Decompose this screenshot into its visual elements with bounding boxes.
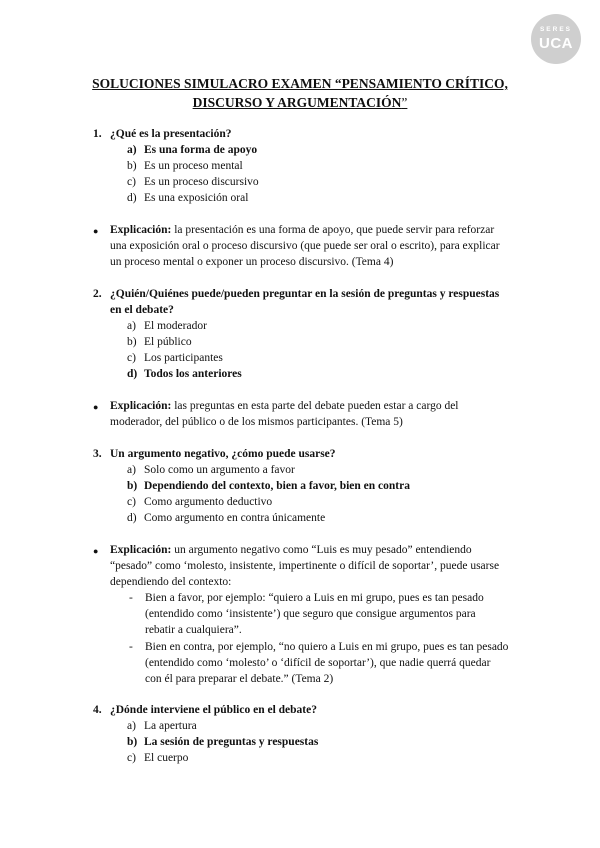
logo-main-text: UCA <box>539 34 573 52</box>
option-letter: d) <box>127 192 137 204</box>
option-d-correct <box>127 366 242 382</box>
question-text: ¿Dónde interviene el público en el debate? <box>110 704 317 716</box>
option-text: La sesión de preguntas y respuestas <box>144 736 319 748</box>
dash-marker: - <box>129 592 133 604</box>
option-letter: b) <box>127 336 137 348</box>
option-c <box>127 350 223 366</box>
option-text: El público <box>144 336 192 348</box>
option-text: Todos los anteriores <box>144 368 242 380</box>
option-letter: c) <box>127 352 136 364</box>
explanation-line: moderador, del público o de los mismos participantes. (Tema 5) <box>110 416 403 429</box>
option-a <box>127 318 207 334</box>
option-text: Los participantes <box>144 352 223 364</box>
bullet-icon: ● <box>93 546 99 556</box>
explanation-line: un proceso mental o exponer un proceso discursivo. (Tema 4) <box>110 256 394 269</box>
option-b <box>127 334 192 350</box>
explanation <box>110 222 528 271</box>
option-text: Como argumento deductivo <box>144 496 273 508</box>
explanation-line: dependiendo del contexto: <box>110 576 232 589</box>
option-letter: c) <box>127 176 136 188</box>
option-d <box>127 510 325 526</box>
explanation <box>110 542 528 591</box>
explanation-label: Explicación: <box>110 400 172 412</box>
option-b <box>127 158 243 174</box>
option-letter: c) <box>127 496 136 508</box>
option-c <box>127 750 188 766</box>
explanation-line: Explicación: un argumento negativo como “Luis es muy pesado” entendiendo <box>110 544 472 556</box>
option-text: El cuerpo <box>144 752 189 764</box>
explanation <box>110 398 528 430</box>
option-letter: d) <box>127 368 138 380</box>
option-d <box>127 190 248 206</box>
option-a <box>127 462 295 478</box>
sub-example-favor: Bien a favor, por ejemplo: “quiero a Luis en mi grupo, pues es tan pesado (entendido como ‘insistente’) que seguro que consigue argumentos para rebatir a cualquiera”. <box>145 592 484 637</box>
explanation-line: una exposición oral o proceso discursivo (que puede ser oral o escrito), para explicar <box>110 240 500 253</box>
option-letter: a) <box>127 720 136 732</box>
option-b-correct <box>127 478 410 494</box>
title-closing-quote: ” <box>401 95 408 110</box>
explanation-label: Explicación: <box>110 224 172 236</box>
option-text: Es un proceso mental <box>144 160 243 172</box>
bullet-icon: ● <box>93 402 99 412</box>
logo-top-text: SERES <box>539 26 573 34</box>
question-text: ¿Qué es la presentación? <box>110 128 232 140</box>
option-c <box>127 494 272 510</box>
option-text: Solo como un argumento a favor <box>144 464 295 476</box>
option-text: Como argumento en contra únicamente <box>144 512 326 524</box>
option-text: La apertura <box>144 720 197 732</box>
explanation-line: Explicación: las preguntas en esta parte del debate pueden estar a cargo del <box>110 400 459 412</box>
question-text: ¿Quién/Quiénes puede/pueden preguntar en la sesión de preguntas y respuestas en el debate? <box>110 288 500 317</box>
seres-uca-logo <box>531 14 581 64</box>
option-text: Es una exposición oral <box>144 192 249 204</box>
option-letter: a) <box>127 144 137 156</box>
option-letter: b) <box>127 160 137 172</box>
option-letter: a) <box>127 464 136 476</box>
option-a <box>127 718 197 734</box>
option-text: Es un proceso discursivo <box>144 176 259 188</box>
option-a-correct <box>127 142 257 158</box>
question-number: 3. <box>93 448 102 460</box>
question-number: 4. <box>93 704 102 716</box>
dash-marker: - <box>129 641 133 653</box>
explanation-label: Explicación: <box>110 544 172 556</box>
explanation-line: “pesado” como ‘molesto, insistente, impertinente o difícil de soportar’, puede usarse <box>110 560 500 573</box>
option-text: El moderador <box>144 320 207 332</box>
title-line-2 <box>70 93 530 112</box>
title-line-1: SOLUCIONES SIMULACRO EXAMEN “PENSAMIENTO CRÍTICO, <box>92 76 508 91</box>
option-letter: b) <box>127 480 138 492</box>
option-b-correct <box>127 734 318 750</box>
question-text: Un argumento negativo, ¿cómo puede usarse? <box>110 448 336 460</box>
question-number: 1. <box>93 128 102 140</box>
sub-example-contra: Bien en contra, por ejemplo, “no quiero a Luis en mi grupo, pues es tan pesado (entendido como ‘molesto’ o ‘difícil de soportar’), que nadie querrá quedar con él para preparar el debate.” (Tema 2) <box>145 641 509 686</box>
explanation-line: Explicación: la presentación es una forma de apoyo, que puede servir para reforzar <box>110 224 495 236</box>
option-letter: a) <box>127 320 136 332</box>
bullet-icon: ● <box>93 226 99 236</box>
document-title <box>70 74 530 112</box>
option-text: Dependiendo del contexto, bien a favor, bien en contra <box>144 480 410 492</box>
option-letter: c) <box>127 752 136 764</box>
option-letter: d) <box>127 512 137 524</box>
option-text: Es una forma de apoyo <box>144 144 258 156</box>
question-number: 2. <box>93 288 102 300</box>
option-c <box>127 174 259 190</box>
option-letter: b) <box>127 736 138 748</box>
title-line-2-text: DISCURSO Y ARGUMENTACIÓN <box>192 95 402 110</box>
